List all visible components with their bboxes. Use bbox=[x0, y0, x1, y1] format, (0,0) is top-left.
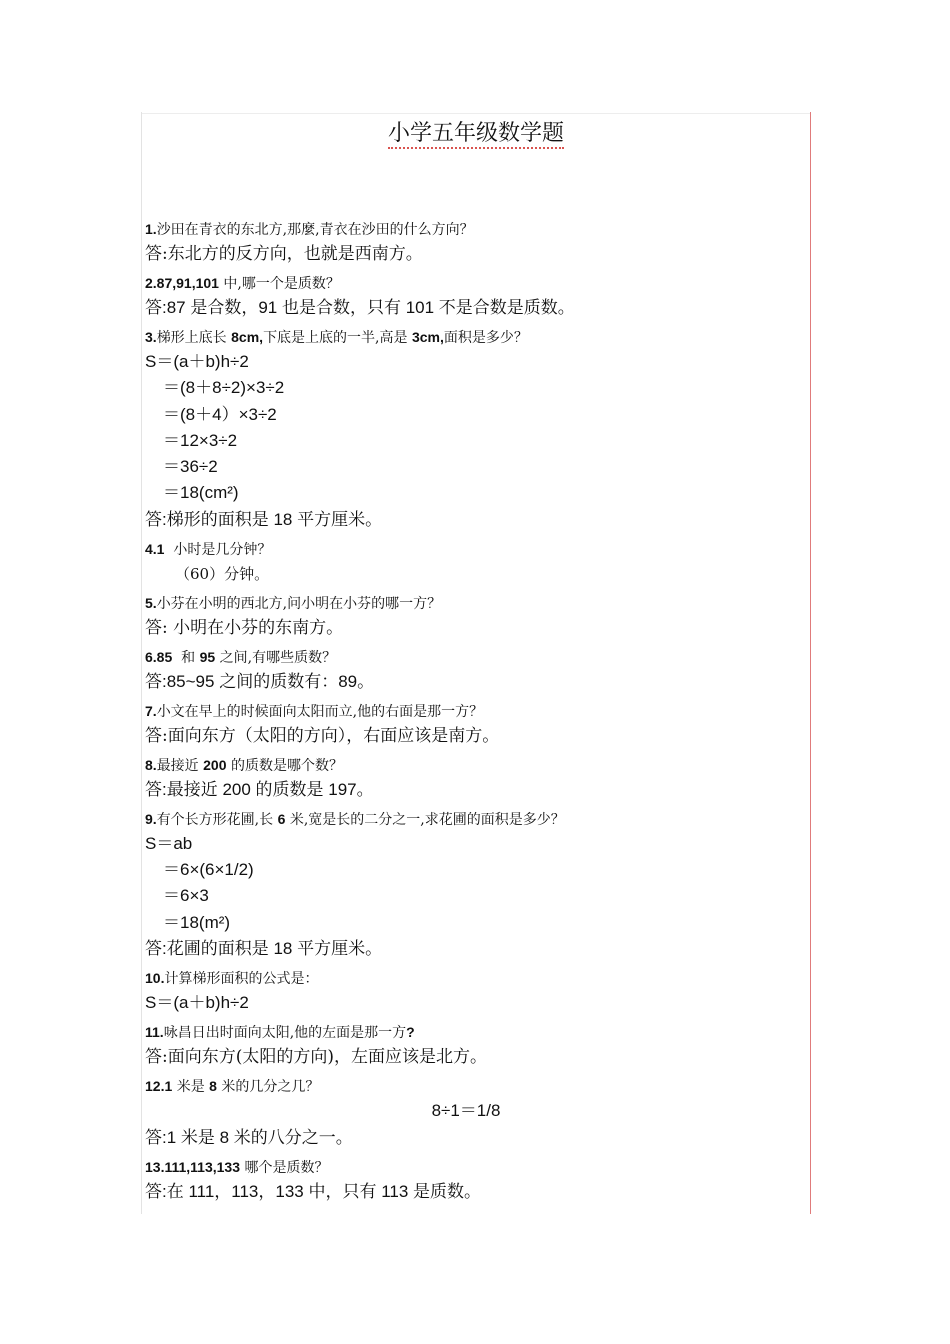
question-12 bbox=[145, 1075, 795, 1098]
calc-line: ＝18(cm²) bbox=[163, 483, 239, 503]
question-text: 最接近 bbox=[156, 757, 199, 774]
calc-line: ＝18(m²) bbox=[163, 912, 231, 932]
answer-2: 答:87 是合数，91 也是合数，只有 101 不是合数是质数。 bbox=[145, 298, 575, 317]
answer-7: 答:面向东方（太阳的方向），右面应该是南方。 bbox=[145, 725, 500, 746]
calc-line: S＝ab bbox=[145, 833, 193, 853]
calc-line: ＝12×3÷2 bbox=[163, 430, 238, 450]
question-4 bbox=[145, 538, 795, 561]
question-9 bbox=[145, 808, 795, 831]
question-value: 8cm, bbox=[231, 329, 264, 345]
question-number: 9. bbox=[145, 810, 157, 827]
answer-3: 答:梯形的面积是 18 平方厘米。 bbox=[145, 509, 383, 529]
question-8 bbox=[145, 754, 795, 777]
question-number: 7. bbox=[145, 702, 157, 719]
answer-13: 答:在 111，113，133 中，只有 113 是质数。 bbox=[145, 1181, 482, 1201]
question-text: 面积是多少？ bbox=[443, 330, 528, 346]
document-title bbox=[141, 119, 811, 149]
question-text: 米的几分之几？ bbox=[221, 1079, 320, 1096]
page-top-border bbox=[141, 113, 811, 114]
question-1 bbox=[145, 218, 795, 241]
calc-line: S＝(a＋b)h÷2 bbox=[145, 992, 249, 1012]
question-number: 12.1 bbox=[145, 1078, 173, 1095]
question-text: 梯形上底长 bbox=[156, 330, 227, 346]
question-text: 咏昌日出时面向太阳,他的左面是那一方 bbox=[163, 1025, 407, 1042]
question-3 bbox=[145, 326, 795, 349]
question-11 bbox=[145, 1021, 795, 1044]
calc-line: ＝(8＋4）×3÷2 bbox=[163, 404, 277, 424]
question-text: 下底是上底的一半,高是 bbox=[263, 330, 408, 346]
question-text: 的质数是哪个数？ bbox=[230, 757, 343, 774]
calc-line: ＝6×3 bbox=[163, 886, 209, 906]
question-number: 13.111,113,133 bbox=[145, 1158, 240, 1175]
calc-line: ＝36÷2 bbox=[163, 457, 218, 477]
question-2 bbox=[145, 272, 795, 295]
question-value: 3cm, bbox=[411, 329, 444, 345]
answer-6: 答:85~95 之间的质数有：89。 bbox=[145, 671, 375, 691]
question-number: 11. bbox=[145, 1024, 164, 1041]
question-text: 沙田在青衣的东北方,那麼,青衣在沙田的什么方向？ bbox=[156, 222, 474, 238]
calc-line: 8÷1＝1/8 bbox=[431, 1101, 501, 1121]
page-left-border bbox=[141, 112, 142, 1214]
question-number: 6.85 bbox=[145, 648, 173, 665]
question-text: 之间,有哪些质数？ bbox=[219, 649, 337, 666]
title-text: 小学五年级数学题 bbox=[388, 121, 564, 149]
question-text: 中,哪一个是质数？ bbox=[223, 276, 340, 292]
question-list bbox=[145, 218, 795, 1210]
question-number: 5. bbox=[145, 594, 157, 611]
question-13 bbox=[145, 1156, 795, 1179]
question-number: 8. bbox=[145, 756, 157, 773]
calc-line: ＝6×(6×1/2) bbox=[163, 860, 254, 880]
answer-8: 答:最接近 200 的质数是 197。 bbox=[145, 779, 374, 799]
question-6 bbox=[145, 646, 795, 669]
answer-1: 答:东北方的反方向，也就是西南方。 bbox=[145, 244, 423, 264]
question-text: 小文在早上的时候面向太阳而立,他的右面是那一方？ bbox=[156, 703, 484, 720]
question-value: 95 bbox=[199, 648, 216, 665]
question-5 bbox=[145, 592, 795, 615]
question-text: 米,宽是长的二分之一,求花圃的面积是多少？ bbox=[289, 811, 565, 828]
page-right-margin-line bbox=[810, 112, 811, 1214]
answer-9: 答:花圃的面积是 18 平方厘米。 bbox=[145, 938, 383, 958]
question-10 bbox=[145, 967, 795, 990]
question-number: 2.87,91,101 bbox=[145, 275, 219, 291]
question-number: 4.1 bbox=[145, 540, 165, 557]
answer-4: （60）分钟。 bbox=[175, 564, 270, 583]
answer-12: 答:1 米是 8 米的八分之一。 bbox=[145, 1127, 353, 1147]
question-text: 和 bbox=[181, 649, 196, 666]
question-text: 哪个是质数？ bbox=[244, 1159, 329, 1176]
question-value: 6 bbox=[277, 810, 286, 827]
question-text: 有个长方形花圃,长 bbox=[156, 811, 274, 828]
question-value: 8 bbox=[209, 1078, 217, 1095]
question-7 bbox=[145, 700, 795, 723]
question-text: 米是 bbox=[176, 1079, 205, 1096]
calc-line: ＝(8＋8÷2)×3÷2 bbox=[163, 378, 285, 398]
question-text: 小芬在小明的西北方,问小明在小芬的哪一方？ bbox=[156, 595, 442, 612]
question-mark: ? bbox=[406, 1024, 415, 1041]
answer-5: 答: 小明在小芬的东南方。 bbox=[145, 617, 344, 638]
question-text: 计算梯形面积的公式是： bbox=[164, 970, 319, 987]
question-number: 10. bbox=[145, 969, 165, 986]
calc-line: S＝(a＋b)h÷2 bbox=[145, 352, 249, 371]
question-value: 200 bbox=[203, 756, 227, 773]
answer-11: 答:面向东方(太阳的方向)，左面应该是北方。 bbox=[145, 1047, 487, 1068]
question-number: 1. bbox=[145, 221, 157, 237]
question-text: 小时是几分钟？ bbox=[173, 541, 272, 558]
question-number: 3. bbox=[145, 329, 157, 345]
